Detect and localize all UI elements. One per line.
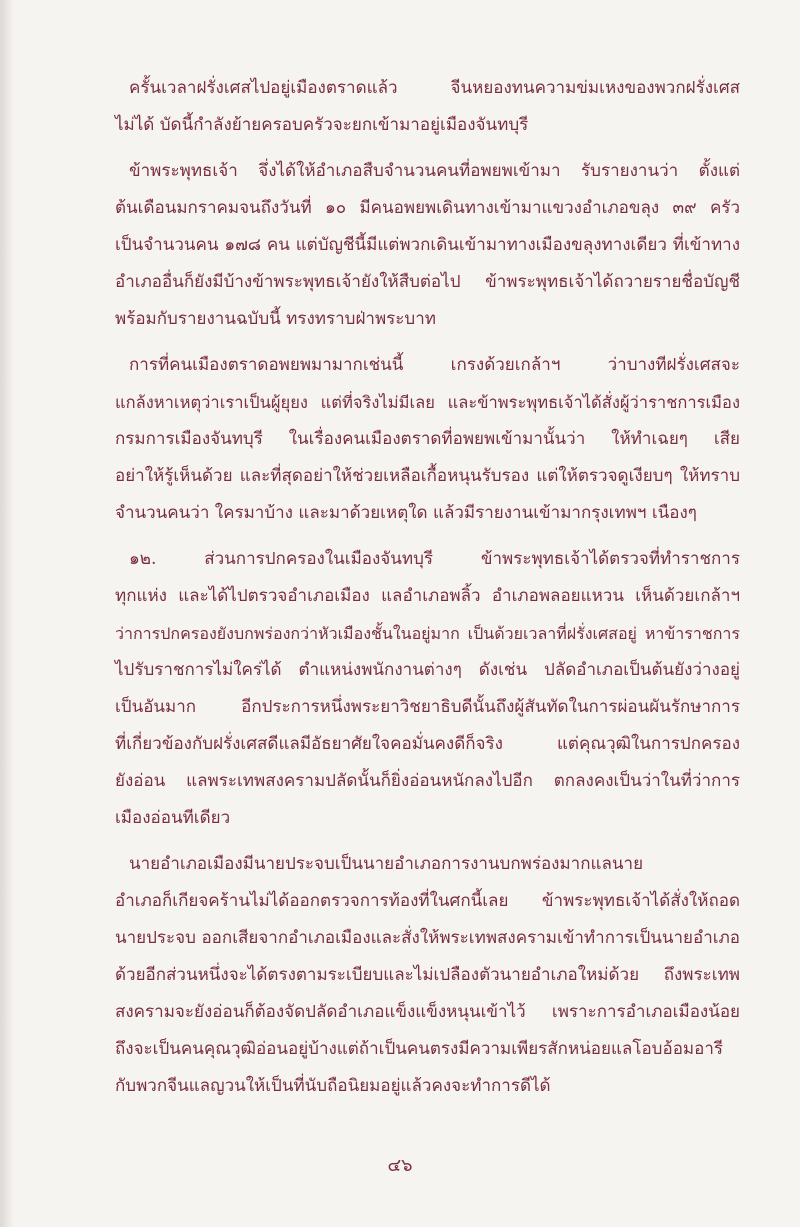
text-line: นายอำเภอเมืองมีนายประจบเป็นนายอำเภอการงานบกพร่องมากแลนาย <box>129 854 644 874</box>
paragraph <box>115 70 740 144</box>
text-line: ต้นเดือนมกราคมจนถึงวันที่ ๑๐ มีคนอพยพเดินทางเข้ามาแขวงอำเภอขลุง ๓๙ ครัว <box>115 198 740 218</box>
text-line: ด้วยอีกส่วนหนึ่งจะได้ตรงตามระเบียบและไม่เปลืองตัวนายอำเภอใหม่ด้วย ถึงพระเทพ <box>115 965 740 985</box>
paragraph <box>115 541 740 837</box>
text-line: เมืองอ่อนทีเดียว <box>115 808 231 828</box>
text-line: อำเภอก็เกียจคร้านไม่ได้ออกตรวจการท้องที่ในศกนี้เลย ข้าพระพุทธเจ้าได้สั่งให้ถอด <box>115 891 740 911</box>
text-line: อำเภออื่นก็ยังมีบ้างข้าพระพุทธเจ้ายังให้สืบต่อไป ข้าพระพุทธเจ้าได้ถวายรายชื่อบัญชี <box>115 272 740 292</box>
paragraph <box>115 846 740 1105</box>
text-line: กับพวกจีนแลญวนให้เป็นที่นับถือนิยมอยู่แล้วคงจะทำการดีได้ <box>115 1076 551 1096</box>
text-line: ถึงจะเป็นคนคุณวุฒิอ่อนอยู่บ้างแต่ถ้าเป็นคนตรงมีความเพียรสักหน่อยแลโอบอ้อมอารี <box>115 1039 723 1059</box>
text-line: ไม่ได้ บัดนี้กำลังย้ายครอบครัวจะยกเข้ามาอยู่เมืองจันทบุรี <box>115 115 529 135</box>
text-line: ที่เกี่ยวข้องกับฝรั่งเศสดีแลมีอัธยาศัยใจคอมั่นคงดีก็จริง แต่คุณวุฒิในการปกครอง <box>115 734 740 754</box>
page-edge-shadow <box>0 0 14 1227</box>
text-line: จำนวนคนว่า ใครมาบ้าง และมาด้วยเหตุใด แล้วมีรายงานเข้ามากรุงเทพฯ เนืองๆ <box>115 503 697 523</box>
text-line: ๑๒. ส่วนการปกครองในเมืองจันทบุรี ข้าพระพุทธเจ้าได้ตรวจที่ทำราชการ <box>129 549 740 569</box>
text-line: ไปรับราชการไม่ใคร่ได้ ตำแหน่งพนักงานต่างๆ ดังเช่น ปลัดอำเภอเป็นต้นยังว่างอยู่ <box>115 660 740 680</box>
document-body <box>115 70 740 1114</box>
text-line: เป็นอันมาก อีกประการหนึ่งพระยาวิชยาธิบดีนั้นถึงผู้สันทัดในการผ่อนผันรักษาการ <box>115 697 740 717</box>
text-line: ทุกแห่ง และได้ไปตรวจอำเภอเมือง แลอำเภอพลิ้ว อำเภอพลอยแหวน เห็นด้วยเกล้าฯ <box>115 586 740 606</box>
text-line: เป็นจำนวนคน ๑๗๘ คน แต่บัญชีนี้มีแต่พวกเดินเข้ามาทางเมืองขลุงทางเดียว ที่เข้าทาง <box>115 235 740 255</box>
text-line: ครั้นเวลาฝรั่งเศสไปอยู่เมืองตราดแล้ว จีนหยองทนความข่มเหงของพวกฝรั่งเศส <box>129 78 740 98</box>
text-line: ว่าการปกครองยังบกพร่องกว่าหัวเมืองชั้นในอยู่มาก เป็นด้วยเวลาที่ฝรั่งเศสอยู่ หาข้าราชการ <box>115 624 740 643</box>
text-line: แกล้งหาเหตุว่าเราเป็นผู้ยุยง แต่ที่จริงไม่มีเลย และข้าพระพุทธเจ้าได้สั่งผู้ว่าราชการเมือง <box>115 393 740 412</box>
text-line: อย่าให้รู้เห็นด้วย และที่สุดอย่าให้ช่วยเหลือเกื้อหนุนรับรอง แต่ให้ตรวจดูเงียบๆ ให้ทราบ <box>115 466 740 486</box>
text-line: กรมการเมืองจันทบุรี ในเรื่องคนเมืองตราดที่อพยพเข้ามานั้นว่า ให้ทำเฉยๆ เสีย <box>115 429 740 449</box>
text-line: นายประจบ ออกเสียจากอำเภอเมืองและสั่งให้พระเทพสงครามเข้าทำการเป็นนายอำเภอ <box>115 928 740 948</box>
text-line: ยังอ่อน แลพระเทพสงครามปลัดนั้นก็ยิ่งอ่อนหนักลงไปอีก ตกลงคงเป็นว่าในที่ว่าการ <box>115 771 740 791</box>
text-line: การที่คนเมืองตราดอพยพมามากเช่นนี้ เกรงด้วยเกล้าฯ ว่าบางทีฝรั่งเศสจะ <box>129 355 740 375</box>
page-number: ๔๖ <box>387 1155 413 1176</box>
text-line: พร้อมกับรายงานฉบับนี้ ทรงทราบฝ่าพระบาท <box>115 309 436 329</box>
paragraph <box>115 347 740 532</box>
text-line: ข้าพระพุทธเจ้า จึ่งได้ให้อำเภอสืบจำนวนคนที่อพยพเข้ามา รับรายงานว่า ตั้งแต่ <box>129 161 740 181</box>
text-line: สงครามจะยังอ่อนก็ต้องจัดปลัดอำเภอแข็งแข็งหนุนเข้าไว้ เพราะการอำเภอเมืองน้อย <box>115 1002 740 1022</box>
paragraph <box>115 153 740 338</box>
